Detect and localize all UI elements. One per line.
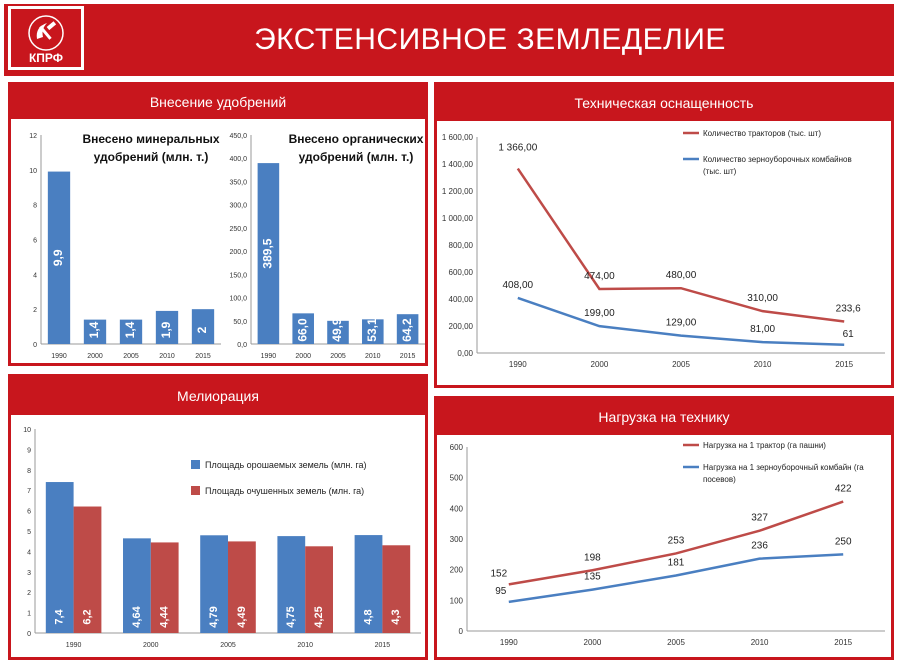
- melioration-chart-xtick: 1990: [65, 642, 82, 649]
- load-chart-xtick: 2005: [667, 638, 685, 647]
- page-title: ЭКСТЕНСИВНОЕ ЗЕМЛЕДЕЛИЕ: [254, 23, 726, 56]
- tech-chart-legend-label: Количество зерноуборочных комбайнов: [703, 155, 852, 164]
- organic-chart-ytick: 450,0: [229, 133, 247, 140]
- tech-chart-data-label: 199,00: [584, 308, 615, 320]
- melioration-bar-label: 4,3: [390, 609, 403, 625]
- melioration-bar-label: 6,2: [81, 609, 94, 625]
- fertilizer-charts: [11, 119, 425, 363]
- load-chart-data-label: 152: [490, 568, 508, 580]
- load-chart-ytick: 0: [458, 627, 463, 636]
- load-chart-xtick: 2010: [750, 638, 769, 647]
- mineral-chart-bar-label: 2: [195, 326, 210, 334]
- mineral-chart-ytick: 8: [33, 202, 37, 210]
- melioration-chart-ytick: 4: [27, 549, 31, 557]
- panel-tech-title: Техническая оснащенность: [437, 85, 891, 121]
- tech-chart-ytick: 1 000,00: [441, 214, 473, 223]
- tech-chart-data-label: 310,00: [747, 293, 778, 305]
- load-chart: [437, 435, 891, 657]
- panel-fertilizer: [8, 82, 428, 366]
- melioration-bar-label: 4,75: [285, 606, 298, 628]
- organic-chart-bar-label: 64,2: [399, 318, 414, 342]
- melioration-chart-ytick: 10: [23, 427, 31, 434]
- organic-chart-bar-label: 66,0: [295, 318, 310, 342]
- tech-chart-ytick: 1 600,00: [441, 133, 473, 142]
- mineral-chart-title-line: Внесено минеральных: [82, 132, 220, 146]
- melioration-legend-swatch: [191, 460, 200, 469]
- load-chart-xtick: 2015: [834, 638, 853, 647]
- load-chart-data-label: 250: [834, 536, 852, 548]
- tech-chart-xtick: 2010: [753, 360, 772, 369]
- mineral-chart-xtick: 2010: [159, 353, 175, 360]
- organic-chart-xtick: 2015: [399, 353, 416, 360]
- tech-chart-data-label: 233,6: [835, 303, 861, 315]
- melioration-bar-label: 4,49: [235, 606, 248, 628]
- melioration-bar-label: 4,64: [130, 606, 143, 628]
- load-chart-data-label: 253: [667, 535, 685, 547]
- tech-chart-data-label: 474,00: [584, 271, 615, 283]
- organic-chart-ytick: 350,0: [229, 179, 247, 187]
- panel-tech: [434, 82, 894, 388]
- load-chart-ytick: 100: [449, 596, 463, 606]
- load-chart-data-label: 181: [667, 557, 685, 569]
- melioration-bar-label: 4,79: [208, 606, 221, 628]
- organic-chart-xtick: 2005: [330, 353, 346, 360]
- organic-chart-title-line: удобрений (млн. т.): [298, 150, 414, 164]
- melioration-bar-label: 7,4: [53, 609, 66, 625]
- load-chart-legend-label: посевов): [703, 475, 736, 484]
- organic-chart-ytick: 400,0: [229, 156, 247, 164]
- melioration-chart-xtick: 2010: [297, 642, 313, 649]
- melioration-chart-ytick: 6: [27, 508, 31, 516]
- tech-chart-ytick: 200,00: [448, 322, 473, 331]
- organic-chart-ytick: 300,0: [229, 202, 247, 210]
- melioration-chart-ytick: 0: [27, 631, 31, 638]
- organic-chart-ytick: 150,0: [229, 272, 247, 280]
- load-chart-data-label: 95: [495, 585, 507, 597]
- load-chart-legend-label: Нагрузка на 1 зерноуборочный комбайн (га: [703, 463, 864, 472]
- mineral-chart-bar-label: 1,4: [123, 321, 138, 339]
- melioration-chart-ytick: 2: [27, 590, 31, 598]
- mineral-chart-ytick: 4: [33, 272, 37, 280]
- melioration-legend-label: Площадь очушенных земель (млн. га): [205, 486, 365, 496]
- mineral-chart-xtick: 2015: [195, 353, 211, 360]
- tech-chart-series-line: [518, 169, 844, 322]
- organic-chart-ytick: 200,0: [229, 249, 247, 257]
- tech-chart-data-label: 81,00: [750, 324, 776, 336]
- melioration-chart-ytick: 9: [27, 447, 31, 455]
- load-chart-ytick: 300: [449, 535, 463, 544]
- panel-melioration: [8, 374, 428, 660]
- tech-chart-xtick: 2005: [672, 360, 690, 369]
- load-chart-ytick: 400: [449, 504, 463, 514]
- load-chart-data-label: 422: [834, 483, 852, 495]
- load-chart-data-label: 236: [751, 540, 768, 552]
- organic-chart-ytick: 250,0: [229, 225, 247, 233]
- tech-chart-ytick: 800,00: [448, 241, 473, 250]
- melioration-chart-ytick: 1: [27, 610, 31, 618]
- tech-chart-ytick: 0,00: [457, 349, 473, 358]
- load-chart-xtick: 1990: [499, 638, 518, 647]
- mineral-chart-bar: [192, 309, 214, 344]
- mineral-chart-ytick: 10: [29, 167, 37, 175]
- mineral-chart-ytick: 12: [29, 133, 37, 140]
- tech-chart-ytick: 600,00: [448, 268, 473, 277]
- load-chart-xtick: 2000: [583, 638, 602, 647]
- tech-chart-data-label: 480,00: [665, 270, 697, 282]
- tech-chart-ytick: 400,00: [448, 295, 473, 304]
- tech-chart-legend-label: Количество тракторов (тыс. шт): [703, 129, 821, 138]
- mineral-chart-xtick: 2005: [123, 353, 139, 360]
- logo-text: КПРФ: [28, 51, 64, 65]
- tech-chart-xtick: 2015: [835, 360, 854, 369]
- tech-chart-data-label: 129,00: [665, 317, 697, 329]
- mineral-chart-xtick: 1990: [51, 353, 67, 360]
- mineral-chart-bar-label: 1,4: [87, 321, 102, 339]
- panel-fertilizer-title: Внесение удобрений: [11, 85, 425, 119]
- melioration-chart-ytick: 3: [27, 569, 31, 577]
- organic-chart-ytick: 100,0: [229, 295, 247, 303]
- load-chart-ytick: 500: [449, 473, 463, 483]
- organic-chart-bar-label: 49,9: [330, 318, 345, 342]
- melioration-legend-swatch: [191, 486, 200, 495]
- melioration-chart-ytick: 8: [27, 467, 31, 475]
- load-chart-data-label: 135: [584, 571, 601, 583]
- mineral-chart-title-line: удобрений (млн. т.): [93, 150, 209, 164]
- organic-chart-ytick: 0,0: [237, 342, 247, 349]
- tech-chart-xtick: 2000: [590, 360, 609, 369]
- tech-chart-data-label: 61: [842, 328, 854, 340]
- panel-load-title: Нагрузка на технику: [437, 399, 891, 435]
- melioration-bar-label: 4,25: [313, 606, 326, 628]
- load-chart-ytick: 200: [449, 565, 463, 575]
- melioration-chart-xtick: 2005: [220, 642, 236, 649]
- mineral-chart-ytick: 0: [33, 342, 37, 349]
- organic-chart-ytick: 50,0: [233, 318, 247, 326]
- mineral-chart-ytick: 2: [33, 307, 37, 315]
- organic-chart-xtick: 1990: [260, 353, 277, 360]
- melioration-chart-xtick: 2000: [143, 642, 159, 649]
- organic-chart-title-line: Внесено органических: [288, 132, 424, 146]
- mineral-chart-bar-label: 9,9: [51, 249, 66, 267]
- tech-chart-data-label: 1 366,00: [498, 142, 538, 154]
- tech-chart-ytick: 1 200,00: [441, 187, 473, 196]
- load-chart-data-label: 327: [751, 512, 768, 524]
- tech-chart-xtick: 1990: [508, 360, 527, 369]
- melioration-chart-ytick: 5: [27, 529, 31, 536]
- load-chart-legend-label: Нагрузка на 1 трактор (га пашни): [703, 441, 826, 450]
- tech-chart: [437, 121, 891, 385]
- organic-chart-xtick: 2010: [365, 353, 381, 360]
- panel-melioration-title: Мелиорация: [11, 377, 425, 415]
- mineral-chart-xtick: 2000: [87, 353, 103, 360]
- melioration-bar-label: 4,44: [158, 606, 171, 628]
- load-chart-ytick: 600: [449, 443, 463, 452]
- melioration-chart-ytick: 7: [27, 488, 31, 496]
- tech-chart-ytick: 1 400,00: [441, 160, 473, 169]
- tech-chart-data-label: 408,00: [502, 279, 534, 291]
- mineral-chart-bar-label: 1,9: [159, 321, 174, 339]
- melioration-bar-label: 4,8: [362, 609, 375, 625]
- organic-chart-bar-label: 53,1: [364, 318, 379, 342]
- melioration-legend-label: Площадь орошаемых земель (млн. га): [205, 460, 367, 470]
- panel-load: [434, 396, 894, 660]
- organic-chart-xtick: 2000: [295, 353, 311, 360]
- kprf-logo: [8, 6, 84, 70]
- melioration-chart: [11, 415, 425, 657]
- tech-chart-legend-label: (тыс. шт): [703, 167, 737, 176]
- load-chart-data-label: 198: [584, 552, 601, 564]
- mineral-chart-ytick: 6: [33, 237, 37, 245]
- melioration-chart-xtick: 2015: [374, 642, 391, 649]
- organic-chart-bar-label: 389,5: [260, 238, 275, 269]
- hammer-sickle-icon: [11, 9, 81, 53]
